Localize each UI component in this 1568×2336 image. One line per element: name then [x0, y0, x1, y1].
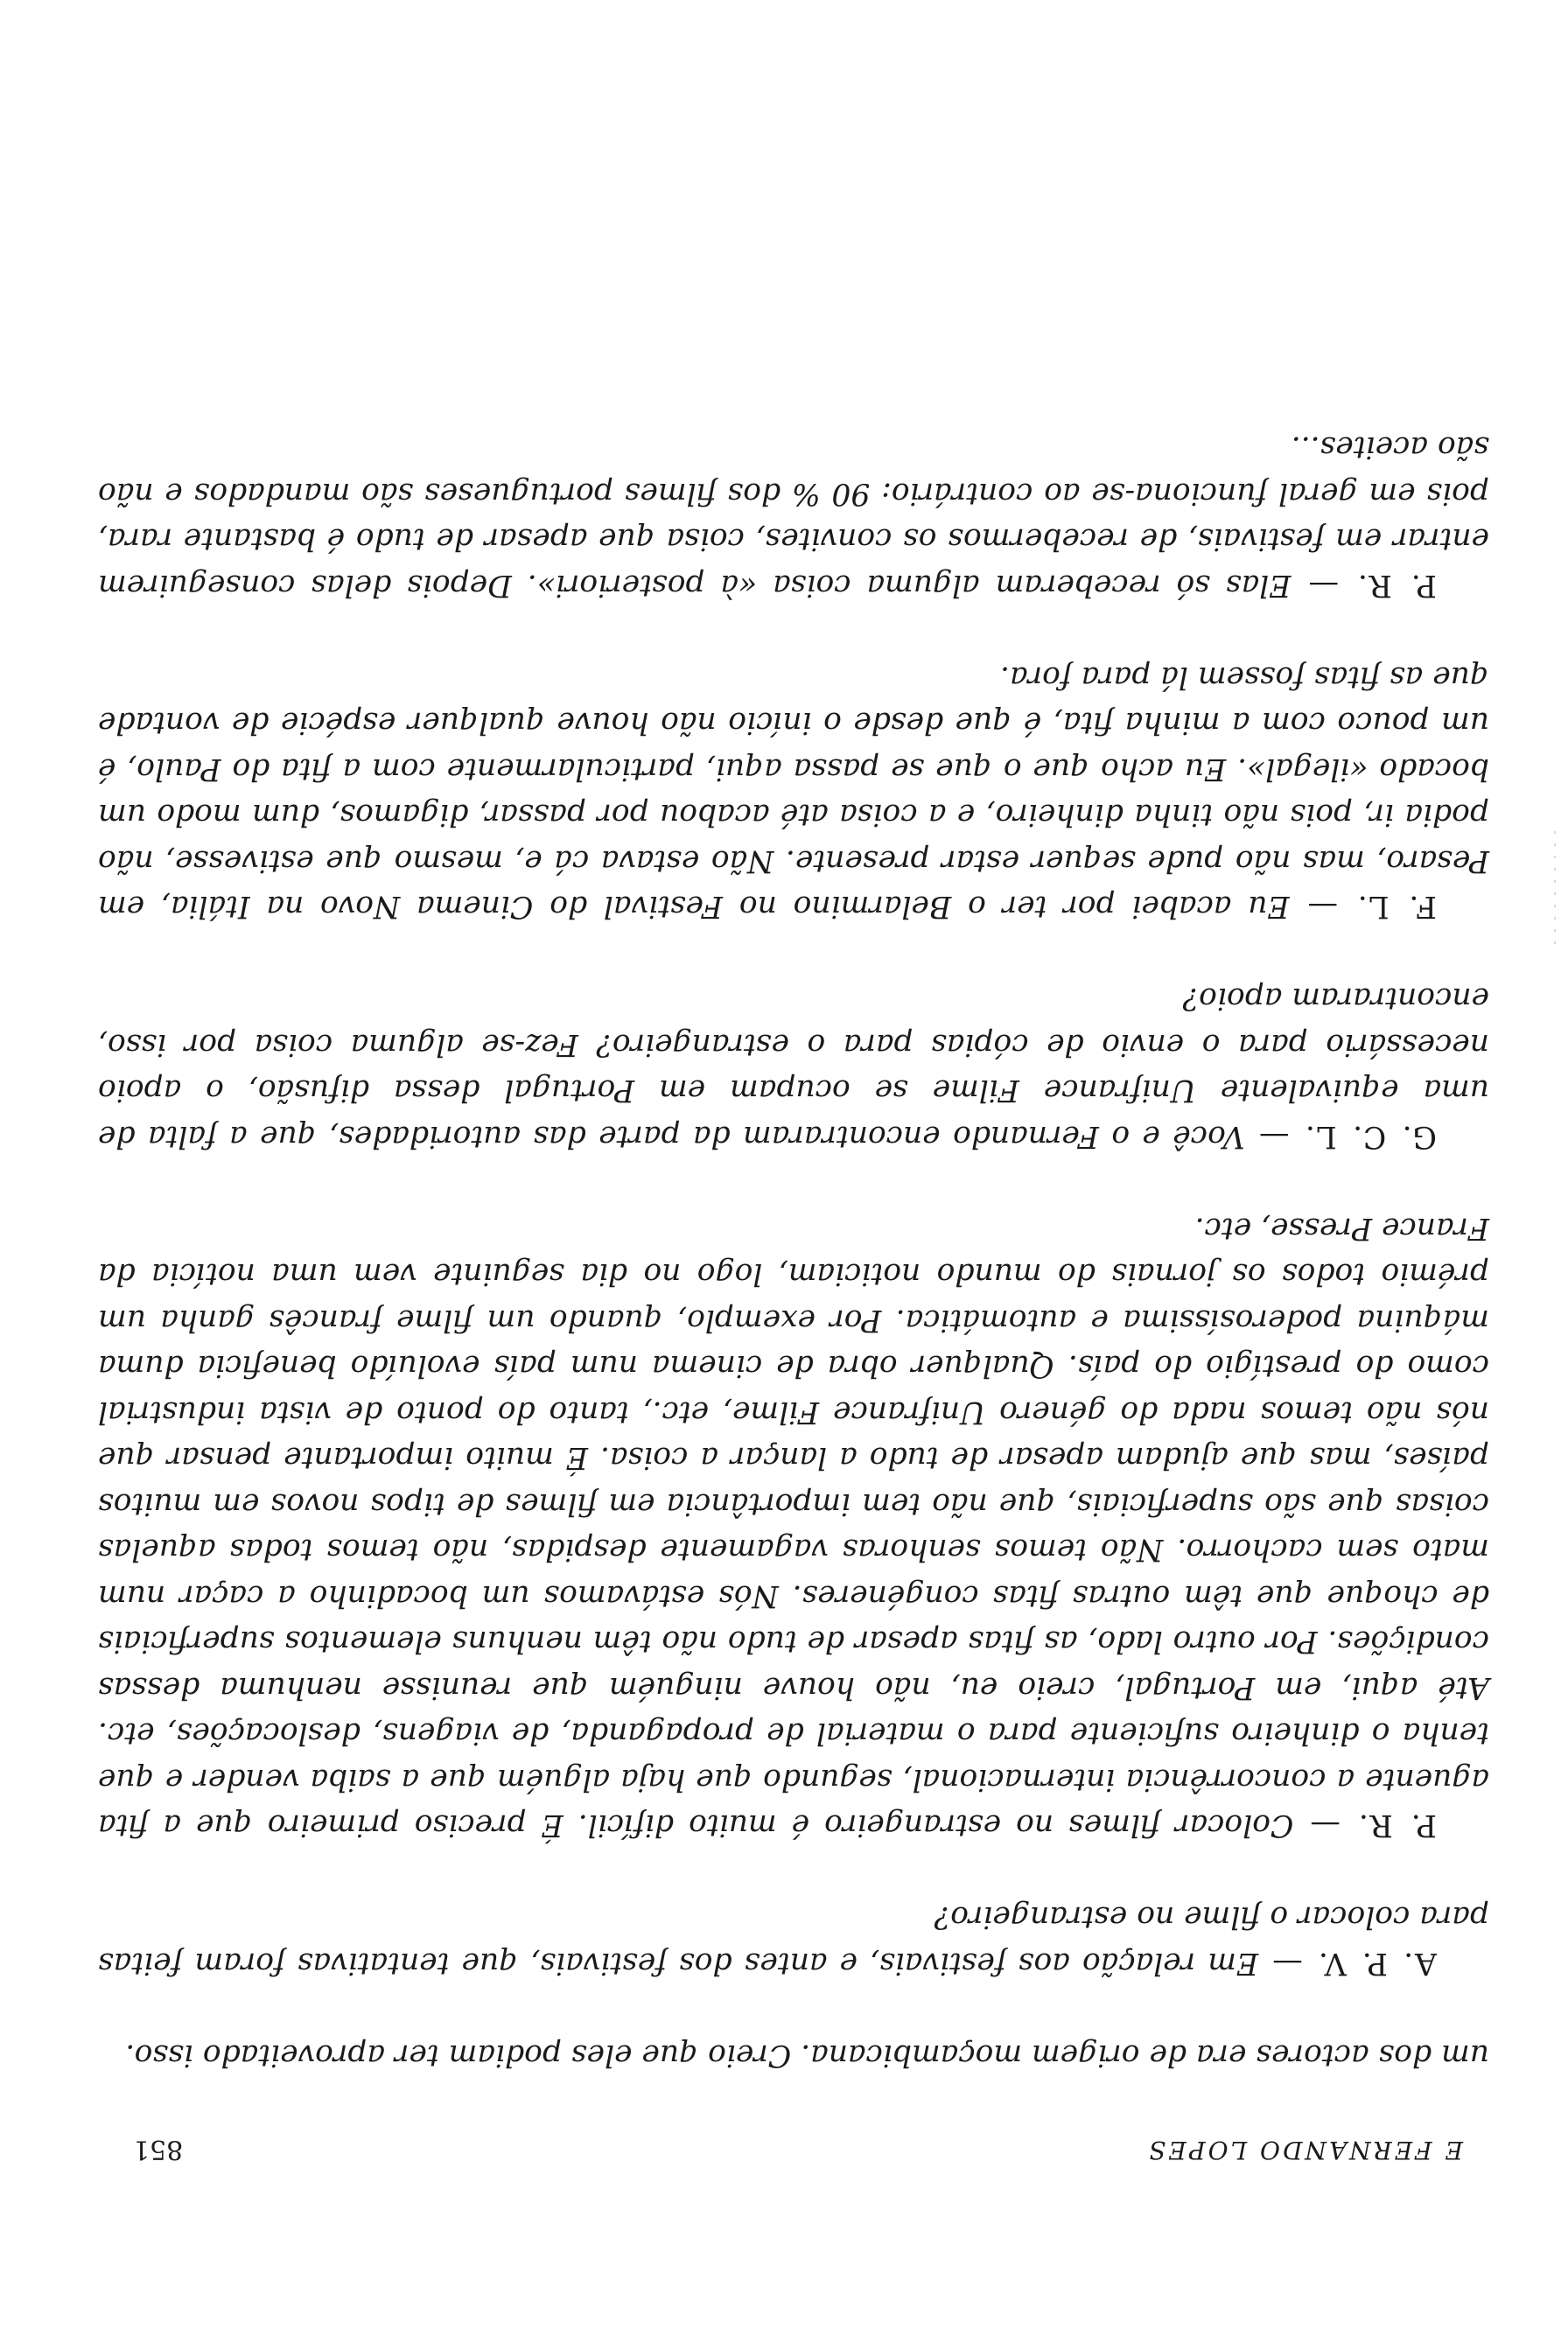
speaker-label: P. R. — [1308, 1808, 1437, 1843]
paragraph-answer-pr [98, 1206, 1489, 1849]
paragraph-text: Eu acabei por ter o Belarmino no Festival do Cinema Novo na Itália, em Pesaro, mas não pude sequer estar presente. Não estava cá e, mesmo que estivesse, não podia ir, pois não tinha dinheiro, e a coisa até acabou por passar, digamos, dum modo um bocado «ilegal». Eu acho que o que se passa aqui, particularmente com a fita do Paulo, é um pouco com a minha fita, é que desde o início não houve qualquer espécie de vontade que as fitas fossem lá para fora. [97, 660, 1489, 925]
paragraph-text: Elas só receberam alguma coisa «à posteriori». Depois delas conseguirem entrar em festivais, de recebermos os convites, coisa que apesar de tudo é bastante rara, pois em geral funciona-se ao contrário: 90 % dos filmes portugueses são mandados e não são aceites... [98, 430, 1489, 603]
interview-text-body [98, 379, 1489, 2079]
paragraph-question-apv [98, 1894, 1489, 1986]
speaker-label: F. L. — [1306, 889, 1437, 925]
paragraph-continuation [98, 2032, 1489, 2079]
running-header [133, 2130, 1463, 2165]
page-number: 851 [133, 2134, 184, 2165]
paragraph-text: um dos actores era de origem moçambicana. Creio que eles podiam ter aproveitado isso. [125, 2038, 1489, 2073]
paragraph-answer-pr-2 [98, 424, 1489, 608]
speaker-label: P. R. — [1306, 568, 1437, 603]
speaker-label: A. P. V. — [1270, 1946, 1437, 1981]
paragraph-text: Colocar filmes no estrangeiro é muito difícil. É preciso primeiro que a fita aguente a concorrência internacional, segundo que haja alguém que a saiba vender e que tenha o dinheiro suficiente para o material de propaganda, de viagens, deslocações, etc. Até aqui, em Portugal, creio eu, não houve ninguém que reunisse nenhuma dessas condições. Por outro lado, as fitas apesar de tudo não têm nenhuns elementos superficiais de choque que têm outras fitas congéneres. Nós estávamos um bocadinho a caçar num mato sem cachorro. Não temos senhoras vagamente despidas, não temos todas aquelas coisas que são superficiais, que não tem importância em filmes de tipos novos em muitos países, mas que ajudam apesar de tudo a lançar a coisa. É muito importante pensar que nós não temos nada do género Unifrance Filme, etc., tanto do ponto de vista industrial como do prestígio do país. Qualquer obra de cinema num país evoluído beneficia duma máquina poderosíssima e automática. Por exemplo, quando um filme francês ganha um prémio todos os jornais do mundo noticiam, logo no dia seguinte vem uma notícia da France Presse, etc. [98, 1211, 1489, 1843]
running-head-author: E FERNANDO LOPES [1146, 2136, 1463, 2165]
paragraph-answer-fl [98, 654, 1489, 930]
paragraph-question-gcl [98, 976, 1489, 1159]
paragraph-text: Você e o Fernando encontraram da parte das autoridades, que a falta de uma equivalente Unifrance Filme se ocupam em Portugal dessa difusão, o apoio necessário para o envio de cópias para o estrangeiro? Fez-se alguma coisa por isso, encontraram apoio? [98, 981, 1489, 1154]
scan-margin-artifact [1554, 831, 1556, 954]
speaker-label: G. C. L. — [1256, 1119, 1437, 1154]
paragraph-text: Em relação aos festivais, e antes dos festivais, que tentativas foram feitas para colocar o filme no estrangeiro? [98, 1899, 1489, 1981]
